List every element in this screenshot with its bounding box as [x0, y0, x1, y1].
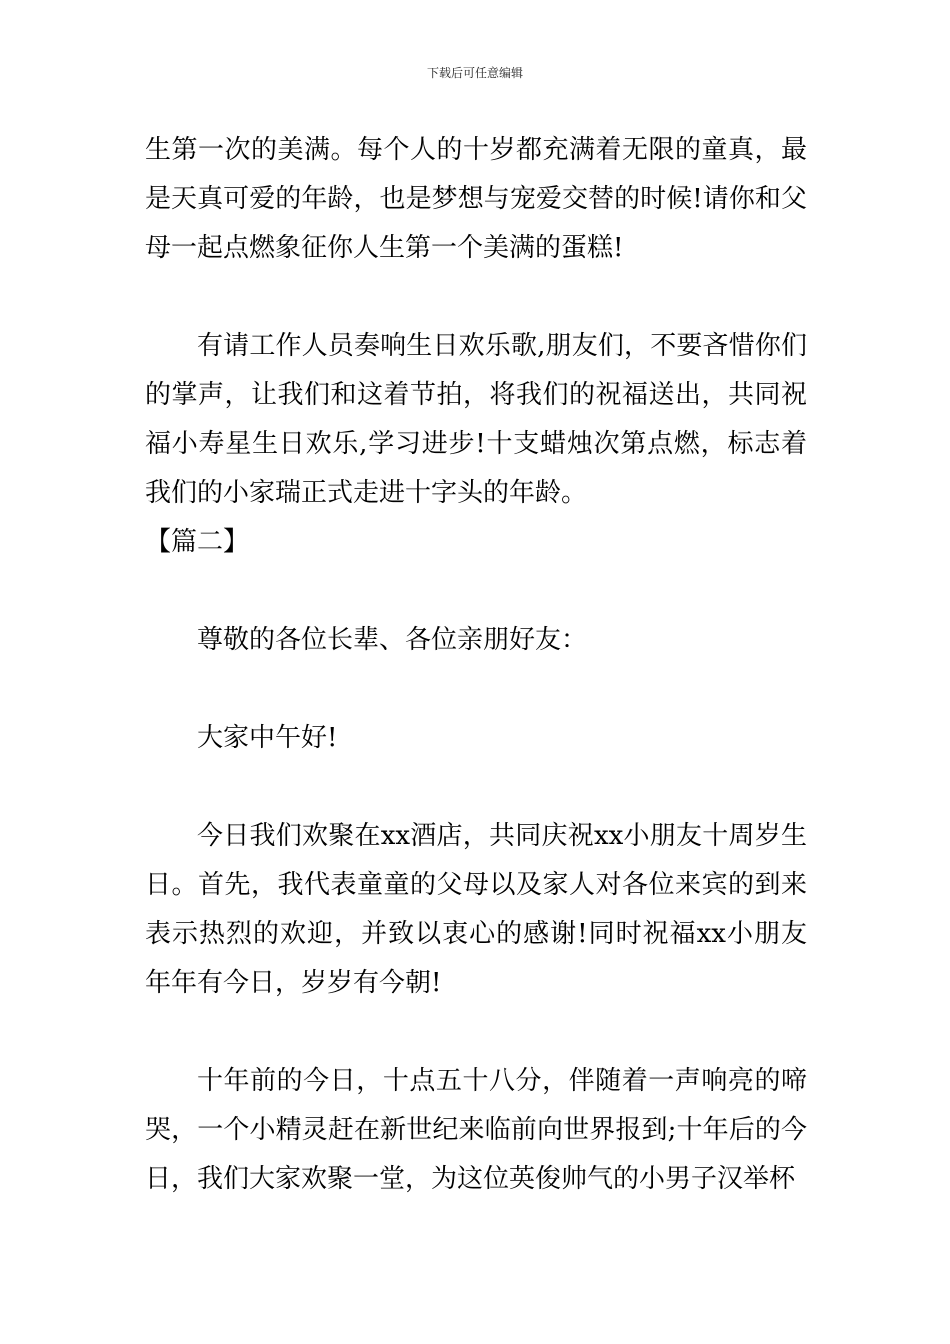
document-body: [145, 126, 807, 1204]
paragraph-greeting: 大家中午好!: [197, 723, 338, 753]
paragraph-welcome: 今日我们欢聚在xx酒店，共同庆祝xx小朋友十周岁生日。首先，我代表童童的父母以及家人对各位来宾的到来表示热烈的欢迎，并致以衷心的感谢!同时祝福xx小朋友年年有今日，岁岁有今朝!: [145, 821, 807, 998]
paragraph-birthday-song: 有请工作人员奏响生日欢乐歌,朋友们，不要吝惜你们的掌声，让我们和这着节拍，将我们的祝福送出，共同祝福小寿星生日欢乐,学习进步!十支蜡烛次第点燃，标志着我们的小家瑞正式走进十字头的年龄。: [145, 331, 807, 508]
paragraph-continuation: 生第一次的美满。每个人的十岁都充满着无限的童真，最是天真可爱的年龄，也是梦想与宠爱交替的时候!请你和父母一起点燃象征你人生第一个美满的蛋糕!: [145, 135, 807, 263]
paragraph-ten-years-ago: 十年前的今日，十点五十八分，伴随着一声响亮的啼哭，一个小精灵赶在新世纪来临前向世界报到;十年后的今日，我们大家欢聚一堂，为这位英俊帅气的小男子汉举杯: [145, 1066, 807, 1194]
page-header-note: 下载后可任意编辑: [426, 66, 523, 80]
paragraph-salutation: 尊敬的各位长辈、各位亲朋好友：: [197, 625, 588, 655]
section-heading: 【篇二】: [145, 527, 250, 557]
